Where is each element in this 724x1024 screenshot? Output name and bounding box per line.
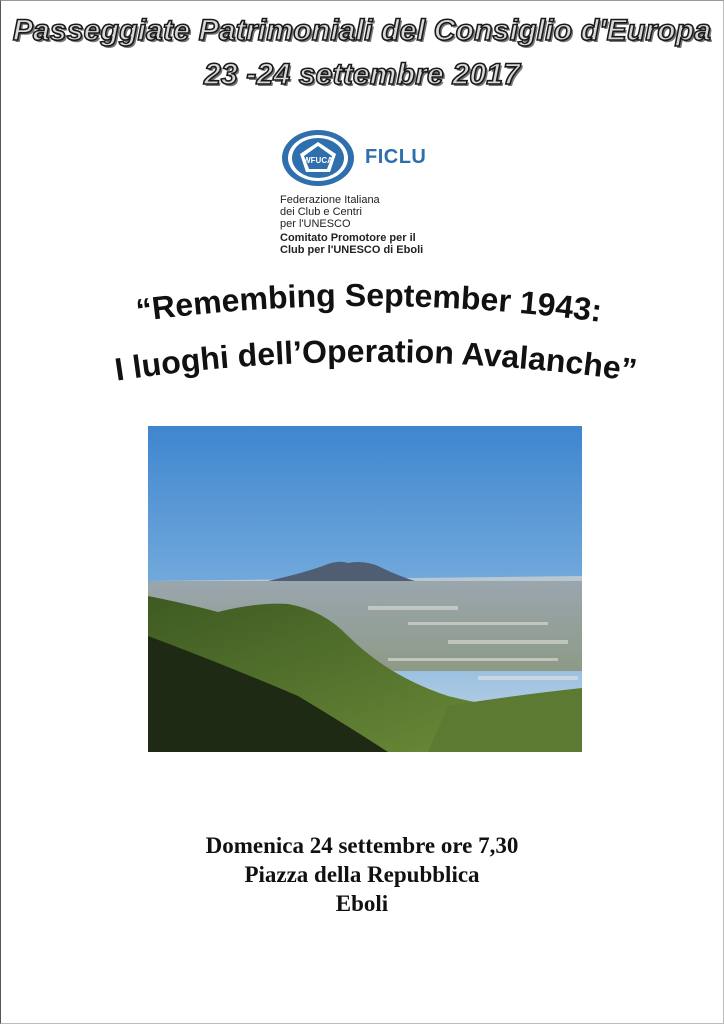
event-date-time: Domenica 24 settembre ore 7,30 xyxy=(205,833,519,858)
ficlu-emblem-icon xyxy=(280,128,360,190)
ficlu-logo xyxy=(280,128,460,258)
header-dates: 23 -24 settembre 2017 xyxy=(203,58,521,91)
logo-name: FICLU xyxy=(365,146,427,168)
event-title-line2: I luoghi dell’Operation Avalanche” xyxy=(112,332,640,389)
logo-badge-text: WFUCA xyxy=(303,156,333,165)
header-title: Passeggiate Patrimoniali del Consiglio d'Europa xyxy=(12,14,712,47)
logo-bold-line-1: Comitato Promotore per il xyxy=(280,232,416,244)
logo-line-3: per l'UNESCO xyxy=(280,218,351,230)
event-city: Eboli xyxy=(335,891,389,916)
event-title xyxy=(0,270,724,420)
logo-bold-line-2: Club per l'UNESCO di Eboli xyxy=(280,244,424,256)
logo-line-2: dei Club e Centri xyxy=(280,206,362,218)
landscape-photo xyxy=(148,426,582,752)
landscape-photo-icon xyxy=(148,426,582,752)
event-place: Piazza della Repubblica xyxy=(244,862,480,887)
event-title-line1: “Remembing September 1943: xyxy=(133,276,605,329)
logo-line-1: Federazione Italiana xyxy=(280,194,380,206)
